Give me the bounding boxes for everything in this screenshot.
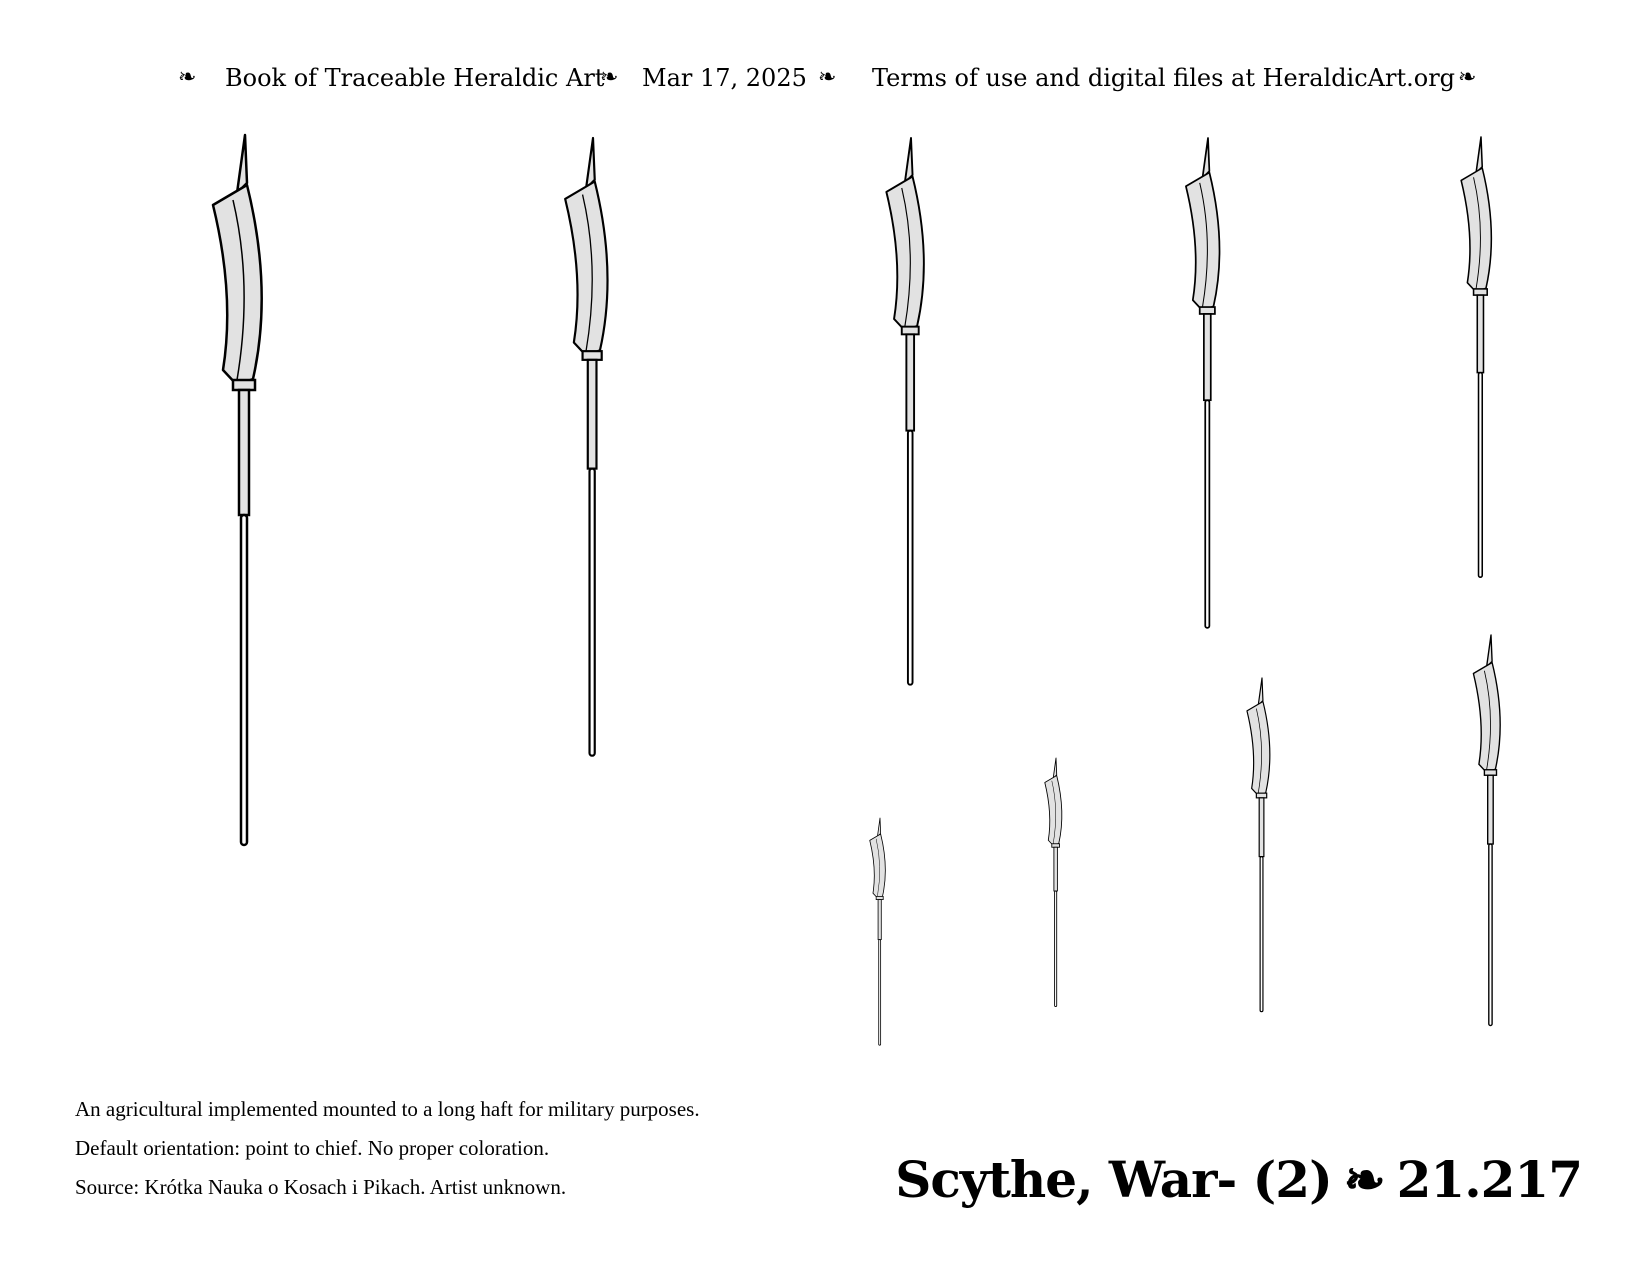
fleuron-icon: ❧ <box>600 65 619 90</box>
plate-title <box>889 1145 1588 1215</box>
plate-name: Scythe, War- (2) <box>895 1150 1332 1209</box>
scythe-figure-7 <box>1045 758 1062 1007</box>
description-line: Source: Krótka Nauka o Kosach i Pikach. Artist unknown. <box>75 1175 567 1199</box>
book-title: Book of Traceable Heraldic Art <box>225 64 605 92</box>
fleuron-icon: ❧ <box>818 65 837 90</box>
fleuron-icon: ❧ <box>1343 1150 1385 1209</box>
plate-number: 21.217 <box>1396 1150 1582 1209</box>
description-line: Default orientation: point to chief. No proper coloration. <box>75 1136 550 1160</box>
scythe-figure-4 <box>1186 138 1220 628</box>
fleuron-icon: ❧ <box>1458 65 1477 90</box>
scythe-figure-3 <box>886 138 923 685</box>
scythe-figure-8 <box>1247 678 1270 1012</box>
plate-description <box>75 1090 700 1207</box>
description-line: An agricultural implemented mounted to a long haft for military purposes. <box>75 1097 700 1121</box>
scythe-figure-2 <box>565 138 607 756</box>
terms-link[interactable]: Terms of use and digital files at HeraldicArt.org <box>872 64 1456 92</box>
scythe-figure-5 <box>1461 137 1491 577</box>
scythe-figure-6 <box>870 818 886 1045</box>
scythe-figure-1 <box>213 135 262 845</box>
scythe-figure-9 <box>1473 635 1500 1026</box>
fleuron-icon: ❧ <box>178 65 197 90</box>
header-date: Mar 17, 2025 <box>642 64 807 92</box>
